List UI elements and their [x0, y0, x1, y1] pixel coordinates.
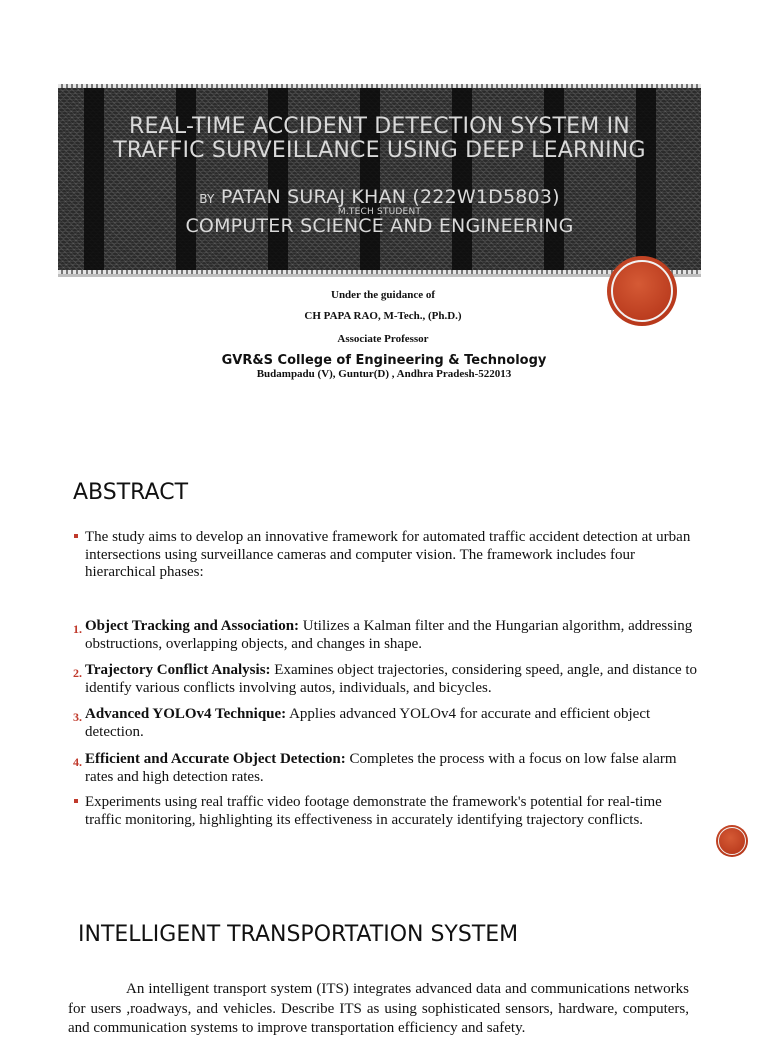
its-body: An intelligent transport system (ITS) integrates advanced data and communications networks for users ,roadways, and vehicles. Describe ITS as using sophisticated sensors, hardware, computers, and communication systems to improve transportation efficiency and safety.	[68, 981, 689, 1036]
banner-bottom-edge	[58, 270, 701, 274]
abstract-intro: The study aims to develop an innovative framework for automated traffic accident detection at urban intersections using surveillance cameras and computer vision. The framework includes four hierarchical phases:	[85, 529, 691, 580]
list-number: 1.	[73, 622, 82, 636]
bullet-square-icon	[74, 799, 78, 803]
abstract-conclusion: Experiments using real traffic video footage demonstrate the framework's potential for real-time traffic monitoring, highlighting its effectiveness in accurately identifying trajectory conflicts.	[85, 794, 662, 828]
list-number: 3.	[73, 710, 82, 724]
title-line-2: TRAFFIC SURVEILLANCE USING DEEP LEARNING	[113, 138, 646, 163]
abstract-heading: ABSTRACT	[73, 480, 189, 505]
list-item-text: Completes the process with a focus on low false alarm rates and high detection rates.	[85, 751, 677, 785]
guide-name: CH PAPA RAO, M-Tech., (Ph.D.)	[304, 310, 462, 322]
banner-top-edge	[58, 84, 701, 88]
list-item-title: Efficient and Accurate Object Detection:	[85, 751, 346, 767]
author-subtitle: M.TECH STUDENT	[337, 207, 422, 217]
list-item	[85, 751, 700, 786]
decorative-circle-icon	[607, 256, 677, 326]
list-item	[85, 618, 700, 653]
title-line-1: REAL-TIME ACCIDENT DETECTION SYSTEM IN	[129, 114, 630, 139]
list-item-text: Examines object trajectories, considering speed, angle, and distance to identify various conflicts involving autos, individuals, and bicycles.	[85, 662, 698, 696]
list-item-text: Applies advanced YOLOv4 for accurate and efficient object detection.	[85, 706, 651, 740]
department: COMPUTER SCIENCE AND ENGINEERING	[185, 215, 574, 237]
list-number: 2.	[73, 666, 82, 680]
college-name: GVR&S College of Engineering & Technology	[221, 353, 547, 368]
author-name: PATAN SURAJ KHAN (222W1D5803)	[220, 186, 560, 208]
list-item	[85, 706, 700, 741]
list-item-title: Object Tracking and Association:	[85, 618, 300, 634]
list-item-text: Utilizes a Kalman filter and the Hungarian algorithm, addressing obstructions, overlapping objects, and changes in shape.	[85, 618, 693, 652]
by-label: BY	[199, 192, 215, 206]
list-number: 4.	[73, 755, 82, 769]
bullet-square-icon	[74, 534, 78, 538]
author-line	[58, 186, 701, 208]
decorative-circle-icon	[716, 825, 748, 857]
guide-title: Associate Professor	[337, 333, 429, 345]
college-address: Budampadu (V), Guntur(D) , Andhra Pradesh-522013	[256, 368, 512, 380]
its-heading: INTELLIGENT TRANSPORTATION SYSTEM	[78, 922, 519, 947]
list-item-title: Trajectory Conflict Analysis:	[85, 662, 271, 678]
list-item	[85, 662, 700, 697]
title-banner	[58, 84, 701, 277]
guidance-label: Under the guidance of	[331, 289, 435, 301]
list-item-title: Advanced YOLOv4 Technique:	[85, 706, 287, 722]
